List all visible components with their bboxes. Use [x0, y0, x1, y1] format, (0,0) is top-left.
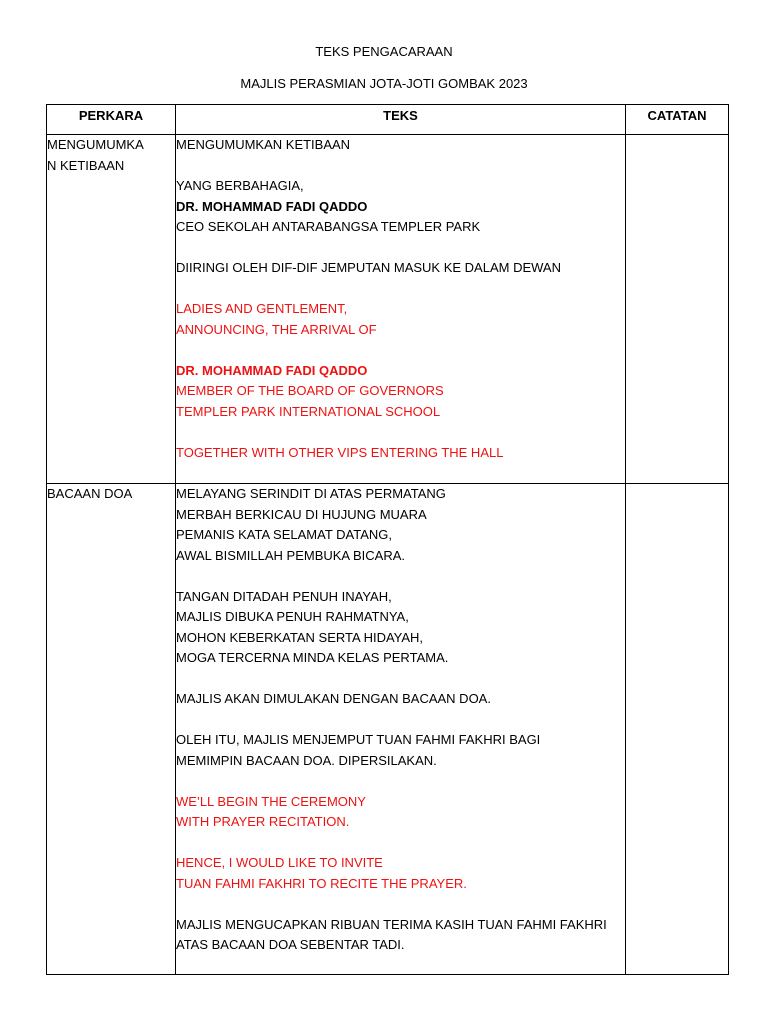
- perkara-line: MENGUMUMKA: [47, 137, 144, 152]
- teks-line: HENCE, I WOULD LIKE TO INVITE: [176, 855, 383, 870]
- teks-line: MOGA TERCERNA MINDA KELAS PERTAMA.: [176, 650, 449, 665]
- teks-cell: [176, 135, 626, 484]
- catatan-cell: [626, 484, 729, 975]
- blank-line: [176, 238, 625, 259]
- column-header-teks: TEKS: [176, 105, 626, 135]
- teks-line: MENGUMUMKAN KETIBAAN: [176, 137, 351, 152]
- perkara-line: N KETIBAAN: [47, 157, 125, 173]
- teks-line: LADIES AND GENTLEMENT,: [176, 301, 348, 316]
- teks-line: MAJLIS DIBUKA PENUH RAHMATNYA,: [176, 609, 409, 624]
- table-row: [47, 484, 729, 975]
- teks-line: WITH PRAYER RECITATION.: [176, 814, 350, 829]
- blank-line: [176, 771, 625, 792]
- table-row: [47, 135, 729, 484]
- teks-line: PEMANIS KATA SELAMAT DATANG,: [176, 527, 392, 542]
- teks-line: AWAL BISMILLAH PEMBUKA BICARA.: [176, 547, 406, 563]
- teks-cell: [176, 484, 626, 975]
- blank-line: [176, 422, 625, 443]
- teks-line: ATAS BACAAN DOA SEBENTAR TADI.: [176, 937, 405, 952]
- teks-line: MEMIMPIN BACAAN DOA. DIPERSILAKAN.: [176, 752, 437, 768]
- blank-line: [176, 894, 625, 915]
- blank-line: [176, 710, 625, 731]
- teks-line: DR. MOHAMMAD FADI QADDO: [176, 198, 368, 214]
- blank-line: [176, 279, 625, 300]
- document-subtitle: MAJLIS PERASMIAN JOTA-JOTI GOMBAK 2023: [240, 76, 528, 91]
- teks-line: TUAN FAHMI FAKHRI TO RECITE THE PRAYER.: [176, 875, 467, 891]
- teks-line: MEMBER OF THE BOARD OF GOVERNORS: [176, 383, 444, 398]
- teks-line: TANGAN DITADAH PENUH INAYAH,: [176, 588, 392, 604]
- teks-line: YANG BERBAHAGIA,: [176, 178, 304, 193]
- teks-line: CEO SEKOLAH ANTARABANGSA TEMPLER PARK: [176, 219, 481, 234]
- column-header-catatan: CATATAN: [626, 105, 729, 135]
- catatan-cell: [626, 135, 729, 484]
- teks-line: MAJLIS MENGUCAPKAN RIBUAN TERIMA KASIH TUAN FAHMI FAKHRI: [176, 916, 607, 932]
- teks-line: MOHON KEBERKATAN SERTA HIDAYAH,: [176, 629, 424, 645]
- blank-line: [176, 833, 625, 854]
- perkara-line: BACAAN DOA: [47, 486, 133, 501]
- teks-line: TEMPLER PARK INTERNATIONAL SCHOOL: [176, 403, 441, 419]
- teks-line: DIIRINGI OLEH DIF-DIF JEMPUTAN MASUK KE DALAM DEWAN: [176, 260, 561, 275]
- teks-line: WE’LL BEGIN THE CEREMONY: [176, 793, 366, 809]
- document-title: TEKS PENGACARAAN: [315, 44, 453, 59]
- teks-line: MELAYANG SERINDIT DI ATAS PERMATANG: [176, 486, 446, 501]
- blank-line: [176, 156, 625, 177]
- blank-line: [176, 669, 625, 690]
- teks-line: ANNOUNCING, THE ARRIVAL OF: [176, 321, 377, 337]
- blank-line: [176, 566, 625, 587]
- perkara-cell: [47, 484, 176, 975]
- blank-line: [176, 340, 625, 361]
- table-header-row: [47, 105, 729, 135]
- teks-line: OLEH ITU, MAJLIS MENJEMPUT TUAN FAHMI FAKHRI BAGI: [176, 732, 541, 747]
- perkara-cell: [47, 135, 176, 484]
- script-table: [46, 104, 729, 975]
- teks-line: TOGETHER WITH OTHER VIPS ENTERING THE HALL: [176, 444, 504, 460]
- column-header-perkara: PERKARA: [47, 105, 176, 135]
- teks-line: DR. MOHAMMAD FADI QADDO: [176, 362, 368, 378]
- teks-line: MAJLIS AKAN DIMULAKAN DENGAN BACAAN DOA.: [176, 691, 491, 706]
- teks-line: MERBAH BERKICAU DI HUJUNG MUARA: [176, 506, 427, 522]
